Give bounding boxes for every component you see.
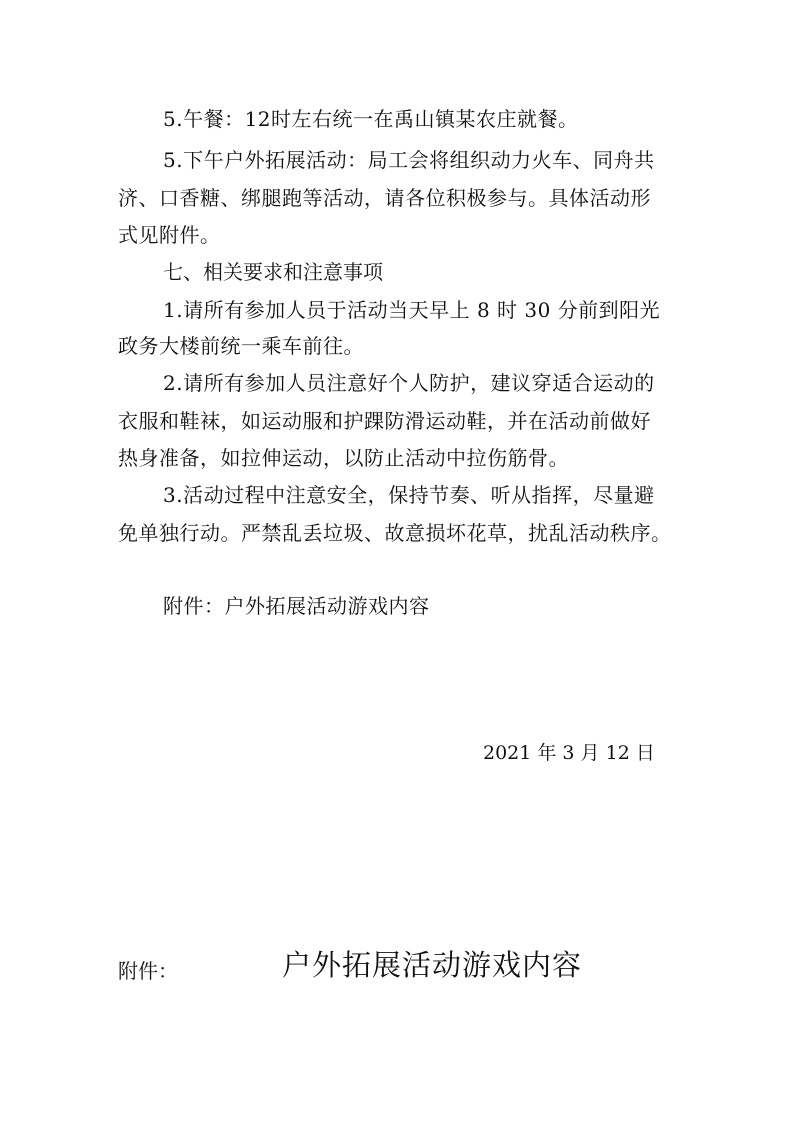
attachment-title: 户外拓展活动游戏内容: [282, 948, 583, 982]
section-heading-requirements: 七、相关要求和注意事项: [163, 260, 383, 284]
document-date: 2021 年 3 月 12 日: [483, 742, 655, 764]
requirement-3-line-1: 3.活动过程中注意安全，保持节奏、听从指挥，尽量避: [163, 483, 655, 507]
requirement-1-line-2: 政务大楼前统一乘车前往。: [118, 334, 364, 358]
afternoon-activity-line-3: 式见附件。: [118, 223, 221, 247]
requirement-2-line-3: 热身准备，如拉伸运动，以防止活动中拉伤筋骨。: [118, 446, 569, 470]
lunch-paragraph: 5.午餐：12时左右统一在禹山镇某农庄就餐。: [163, 107, 579, 131]
attachment-note: 附件：户外拓展活动游戏内容: [163, 594, 430, 618]
afternoon-activity-line-1: 5.下午户外拓展活动：局工会将组织动力火车、同舟共: [163, 148, 655, 172]
requirement-2-line-1: 2.请所有参加人员注意好个人防护，建议穿适合运动的: [163, 371, 655, 395]
requirement-2-line-2: 衣服和鞋袜，如运动服和护踝防滑运动鞋，并在活动前做好: [118, 409, 651, 433]
afternoon-activity-line-2: 济、口香糖、绑腿跑等活动，请各位积极参与。具体活动形: [118, 186, 651, 210]
requirement-1-line-1: 1.请所有参加人员于活动当天早上 8 时 30 分前到阳光: [163, 298, 661, 322]
requirement-3-line-2: 免单独行动。严禁乱丢垃圾、故意损坏花草，扰乱活动秩序。: [118, 521, 672, 545]
attachment-label: 附件：: [118, 959, 178, 983]
